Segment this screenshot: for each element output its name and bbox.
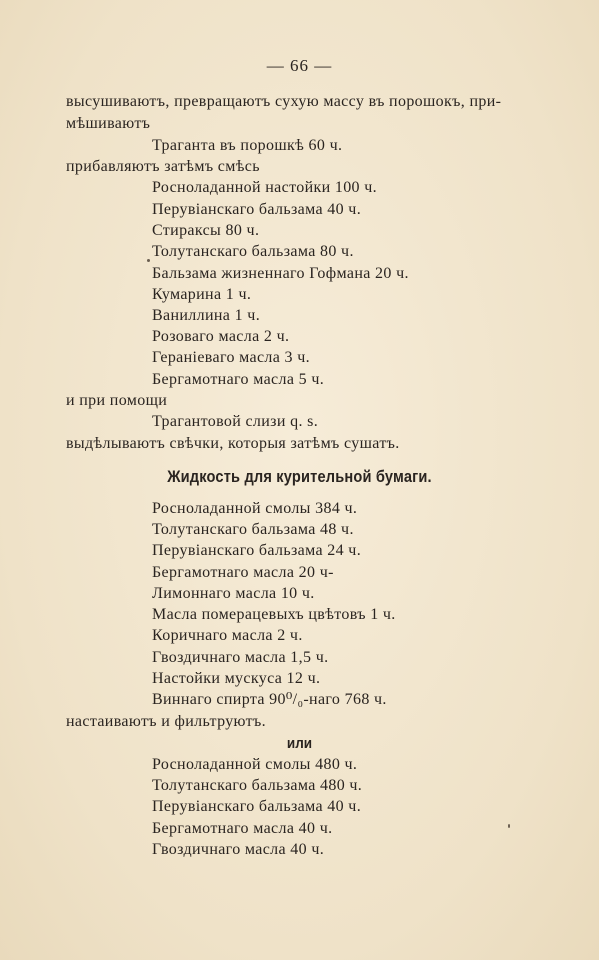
ingredient-line: Настойки мускуса 12 ч.: [152, 670, 321, 687]
ingredient-line: Бальзама жизненнаго Гофмана 20 ч.: [152, 265, 409, 282]
text-line: мѣшиваютъ: [66, 115, 151, 132]
ingredient-line: Толутанскаго бальзама 48 ч.: [152, 521, 354, 538]
ingredient-line: Бергамотнаго масла 20 ч-: [152, 564, 334, 581]
ingredient-line: Росноладанной смолы 384 ч.: [152, 500, 358, 517]
ingredient-line: Толутанскаго бальзама 80 ч.: [152, 243, 354, 260]
ingredient-line: Ваниллина 1 ч.: [152, 307, 261, 324]
ingredient-line: Перувіанскаго бальзама 40 ч.: [152, 201, 362, 218]
separator-or: или: [286, 735, 313, 752]
ingredient-line: Лимоннаго масла 10 ч.: [152, 585, 315, 602]
ingredient-line: Гвоздичнаго масла 1,5 ч.: [152, 649, 329, 666]
ingredient-line: Толутанскаго бальзама 480 ч.: [152, 777, 363, 794]
ingredient-line: Гвоздичнаго масла 40 ч.: [152, 841, 325, 858]
ingredient-line: Розоваго масла 2 ч.: [152, 328, 290, 345]
ingredient-line: Бергамотнаго масла 5 ч.: [152, 371, 325, 388]
ingredient-line: Перувіанскаго бальзама 24 ч.: [152, 542, 362, 559]
page-number: — 66 —: [266, 56, 333, 75]
ingredient-line: Кумарина 1 ч.: [152, 286, 252, 303]
text-line: и при помощи: [66, 392, 168, 409]
text-line: выдѣлываютъ свѣчки, которыя затѣмъ сушатъ.: [66, 435, 400, 452]
ingredient-line: Трагантовой слизи q. s.: [152, 413, 319, 430]
ingredient-line: Коричнаго масла 2 ч.: [152, 627, 303, 644]
text-line: настаиваютъ и фильтруютъ.: [66, 713, 266, 730]
text-line: прибавляютъ затѣмъ смѣсь: [66, 158, 260, 175]
text-line: высушиваютъ, превращаютъ сухую массу въ порошокъ, при-: [66, 93, 502, 110]
ink-speck: [147, 259, 150, 262]
ingredient-line: Траганта въ порошкѣ 60 ч.: [152, 137, 343, 154]
section-heading: Жидкость для курительной бумаги.: [167, 467, 432, 486]
ingredient-line: Виннаго спирта 90⁰/₀-наго 768 ч.: [152, 691, 387, 708]
ingredient-line: Масла померацевыхъ цвѣтовъ 1 ч.: [152, 606, 396, 623]
ingredient-line: Бергамотнаго масла 40 ч.: [152, 820, 333, 837]
ink-speck: [508, 824, 510, 828]
ingredient-line: Росноладанной смолы 480 ч.: [152, 756, 358, 773]
ingredient-line: Перувіанскаго бальзама 40 ч.: [152, 798, 362, 815]
ingredient-line: Гераніеваго масла 3 ч.: [152, 349, 311, 366]
ingredient-line: Росноладанной настойки 100 ч.: [152, 179, 378, 196]
ingredient-line: Стираксы 80 ч.: [152, 222, 260, 239]
